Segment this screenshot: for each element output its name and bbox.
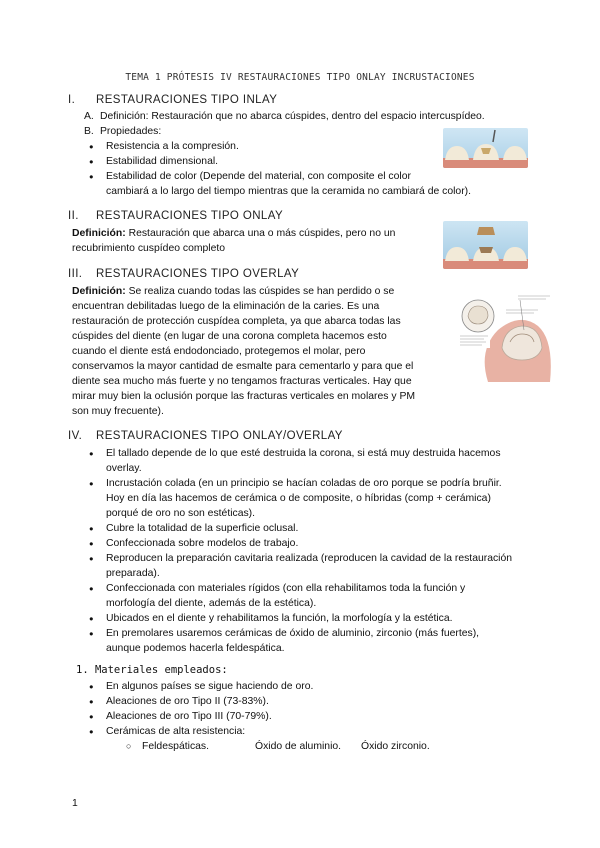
inlay-properties xyxy=(84,124,161,139)
section-4-number: IV. xyxy=(68,430,83,442)
onlay-definition xyxy=(72,226,432,256)
section-4-heading xyxy=(68,430,343,442)
inlay-b-label: B. xyxy=(84,126,94,137)
section-1-title: RESTAURACIONES TIPO INLAY xyxy=(96,94,278,106)
list-item-continuation: cambiará a lo largo del tiempo mientras que la ceramida no cambiará de color). xyxy=(106,186,472,197)
section-1-heading xyxy=(68,94,277,106)
list-item: ● Confeccionada con materiales rígidos (con ella rehabilitamos toda la función y morfología del diente, además de la estética). xyxy=(86,581,526,611)
section-1-number: I. xyxy=(68,94,76,106)
overlay-tooth-illustration xyxy=(458,290,554,384)
inlay-b-text: Propiedades: xyxy=(100,126,162,137)
inlay-definition xyxy=(84,109,485,124)
document-title: TEMA 1 PRÓTESIS IV RESTAURACIONES TIPO ONLAY INCRUSTACIONES xyxy=(125,72,475,83)
overlay-line: son muy frecuente). xyxy=(72,406,164,417)
section-2-heading xyxy=(68,210,283,222)
overlay-line: conservamos la mayor cantidad de esmalte para cementarlo y para que el xyxy=(72,361,414,372)
list-item: ● Confeccionada sobre modelos de trabajo. xyxy=(86,536,526,551)
overlay-line: cúspides del diente (en lugar de una corona completa hacemos esto xyxy=(72,331,387,342)
section-3-number: III. xyxy=(68,268,83,280)
section-4-title: RESTAURACIONES TIPO ONLAY/OVERLAY xyxy=(96,430,343,442)
overlay-line: mirar muy bien la oclusión porque las fracturas verticales en molares y PM xyxy=(72,391,416,402)
list-item: ● Resistencia a la compresión. xyxy=(86,139,506,154)
overlay-def-label: Definición: xyxy=(72,286,126,297)
sub-item: Óxido de aluminio. xyxy=(255,741,342,752)
overlay-line: cuando el diente está endodonciado, protegemos el molar, pero xyxy=(72,346,366,357)
sub-item: Feldespáticas. xyxy=(142,741,209,752)
sub-bullet-icon: ○ xyxy=(126,741,132,751)
onlay-teeth-image xyxy=(443,221,528,269)
list-item: ● Reproducen la preparación cavitaria realizada (reproducen la cavidad de la restauración preparada). xyxy=(86,551,526,581)
inlay-a-text: Definición: Restauración que no abarca cúspides, dentro del espacio intercuspídeo. xyxy=(100,111,485,122)
onlay-def-label: Definición: xyxy=(72,228,126,239)
list-item: ● Estabilidad de color (Depende del material, con composite el color xyxy=(86,169,506,184)
overlay-line: Se realiza cuando todas las cúspides se han perdido o se xyxy=(125,286,395,297)
overlay-line: restauración de protección cuspídea completa, ya que abarca todas las xyxy=(72,316,401,327)
list-item: ● Estabilidad dimensional. xyxy=(86,154,506,169)
sub-item: Óxido zirconio. xyxy=(361,741,430,752)
section-3-title: RESTAURACIONES TIPO OVERLAY xyxy=(96,268,300,280)
materials-heading: 1. Materiales empleados: xyxy=(76,664,228,676)
list-item: ● En algunos países se sigue haciendo de oro. xyxy=(86,679,506,694)
page-number: 1 xyxy=(72,798,78,809)
section-3-heading xyxy=(68,268,299,280)
list-item: ● El tallado depende de lo que esté destruida la corona, si está muy destruida hacemos overlay. xyxy=(86,446,526,476)
list-item: ● Cerámicas de alta resistencia: xyxy=(86,724,506,739)
overlay-line: diente sea mucho más fuerte y no tengamos fracturas verticales. Hay que xyxy=(72,376,412,387)
section-2-title: RESTAURACIONES TIPO ONLAY xyxy=(96,210,284,222)
ceramics-sublist xyxy=(126,739,506,754)
list-item: ● Aleaciones de oro Tipo II (73-83%). xyxy=(86,694,506,709)
section-2-number: II. xyxy=(68,210,79,222)
onlay-def-line1: Restauración que abarca una o más cúspides, pero no un xyxy=(125,228,396,239)
onlay-def-line2: recubrimiento cuspídeo completo xyxy=(72,243,226,254)
overlay-definition xyxy=(72,284,452,419)
list-item: ● En premolares usaremos cerámicas de óxido de aluminio, zirconio (más fuertes), aunque podemos hacerla feldespática. xyxy=(86,626,526,656)
list-item: ● Incrustación colada (en un principio se hacían coladas de oro porque se podría bruñir. Hoy en día las hacemos de cerámica o de composite, o híbridas (comp + cerámica) porqué de oro no son estéticas). xyxy=(86,476,526,521)
onlay-overlay-list xyxy=(86,446,526,656)
list-item: ● Ubicados en el diente y rehabilitamos la función, la morfología y la estética. xyxy=(86,611,526,626)
list-item: ● Aleaciones de oro Tipo III (70-79%). xyxy=(86,709,506,724)
inlay-a-label: A. xyxy=(84,111,94,122)
materials-list xyxy=(86,679,506,739)
overlay-line: encuentran debilitadas luego de la eliminación de la caries. Es una xyxy=(72,301,380,312)
list-item: ● Cubre la totalidad de la superficie oclusal. xyxy=(86,521,526,536)
inlay-teeth-image xyxy=(443,128,528,168)
